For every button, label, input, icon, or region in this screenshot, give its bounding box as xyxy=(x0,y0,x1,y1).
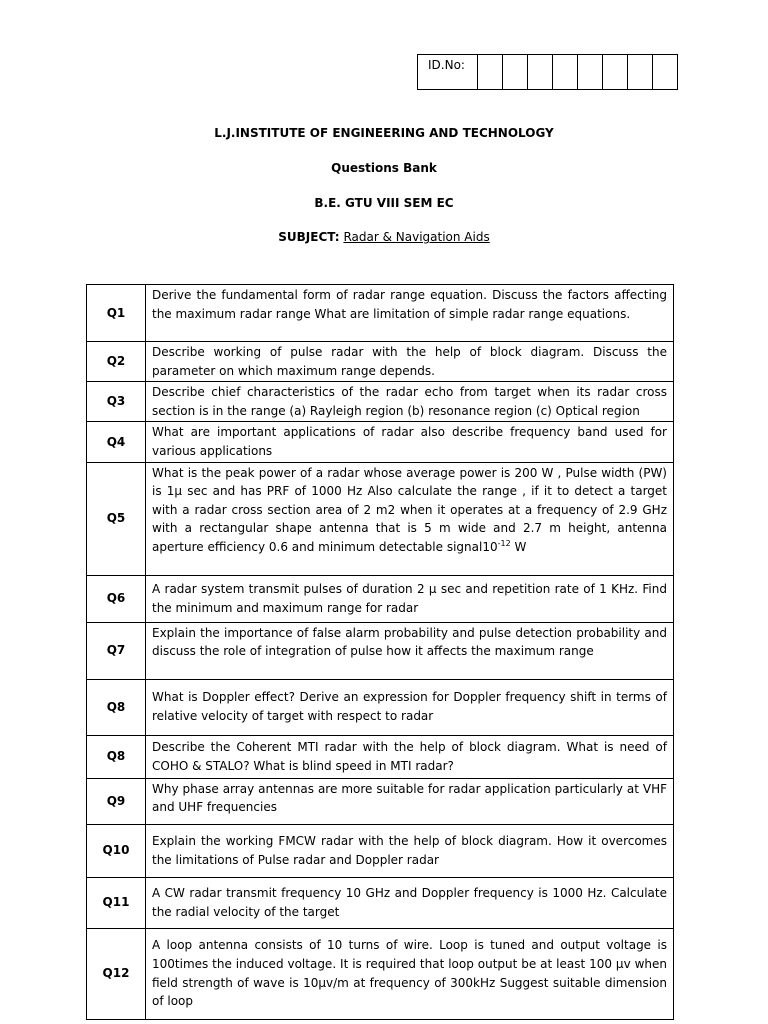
question-number: Q12 xyxy=(87,928,146,1019)
question-text: What is Doppler effect? Derive an expression for Doppler frequency shift in terms of relative velocity of target with respect to radar xyxy=(146,679,674,735)
question-number: Q1 xyxy=(87,285,146,342)
question-text: A radar system transmit pulses of duration 2 μ sec and repetition rate of 1 KHz. Find the minimum and maximum range for radar xyxy=(146,575,674,622)
question-row xyxy=(87,778,674,824)
question-number: Q5 xyxy=(87,462,146,575)
question-text: Explain the importance of false alarm probability and pulse detection probability and discuss the role of integration of pulse how it affects the maximum range xyxy=(146,622,674,679)
question-row xyxy=(87,342,674,382)
id-digit-cell xyxy=(653,55,678,90)
question-text: Describe chief characteristics of the radar echo from target when its radar cross section is in the range (a) Rayleigh region (b) resonance region (c) Optical region xyxy=(146,382,674,422)
question-text: Describe the Coherent MTI radar with the help of block diagram. What is need of COHO & STALO? What is blind speed in MTI radar? xyxy=(146,735,674,778)
question-row xyxy=(87,462,674,575)
question-number: Q7 xyxy=(87,622,146,679)
exponent: -12 xyxy=(497,538,511,548)
question-row xyxy=(87,735,674,778)
subject-value: Radar & Navigation Aids xyxy=(343,230,490,244)
question-table xyxy=(86,284,674,1020)
id-digit-cell xyxy=(503,55,528,90)
id-digit-cell xyxy=(578,55,603,90)
question-text: Derive the fundamental form of radar range equation. Discuss the factors affecting the maximum radar range What are limitation of simple radar range equations. xyxy=(146,285,674,342)
question-row xyxy=(87,285,674,342)
question-row xyxy=(87,622,674,679)
subject-line xyxy=(0,230,768,244)
question-text: Describe working of pulse radar with the help of block diagram. Discuss the parameter on which maximum range depends. xyxy=(146,342,674,382)
question-text: Explain the working FMCW radar with the help of block diagram. How it overcomes the limitations of Pulse radar and Doppler radar xyxy=(146,824,674,877)
question-row xyxy=(87,679,674,735)
question-number: Q6 xyxy=(87,575,146,622)
question-number: Q8 xyxy=(87,735,146,778)
question-row xyxy=(87,928,674,1019)
id-digit-cell xyxy=(528,55,553,90)
question-number: Q11 xyxy=(87,877,146,928)
question-row xyxy=(87,422,674,462)
id-number-label: ID.No: xyxy=(418,55,478,90)
question-text xyxy=(146,462,674,575)
question-number: Q8 xyxy=(87,679,146,735)
question-text-tail: W xyxy=(510,539,527,554)
question-row xyxy=(87,575,674,622)
question-row xyxy=(87,877,674,928)
id-digit-cell xyxy=(478,55,503,90)
question-number: Q9 xyxy=(87,778,146,824)
question-text-main: What is the peak power of a radar whose average power is 200 W , Pulse width (PW) is 1μ sec and has PRF of 1000 Hz Also calculate the range , if it to detect a target with a radar cross section area of 2 m2 when it operates at a frequency of 2.9 GHz with a rectangular shape antenna that is 5 m wide and 2.7 m height, antenna aperture efficiency 0.6 and minimum detectable signal10 xyxy=(152,465,667,554)
question-number: Q10 xyxy=(87,824,146,877)
question-row xyxy=(87,382,674,422)
id-number-row xyxy=(418,55,678,90)
id-digit-cell xyxy=(553,55,578,90)
document-title: Questions Bank xyxy=(331,161,437,175)
id-number-box xyxy=(417,54,678,90)
id-digit-cell xyxy=(628,55,653,90)
question-number: Q2 xyxy=(87,342,146,382)
question-row xyxy=(87,824,674,877)
question-text: Why phase array antennas are more suitable for radar application particularly at VHF and UHF frequencies xyxy=(146,778,674,824)
question-text: A CW radar transmit frequency 10 GHz and Doppler frequency is 1000 Hz. Calculate the radial velocity of the target xyxy=(146,877,674,928)
question-text: A loop antenna consists of 10 turns of wire. Loop is tuned and output voltage is 100times the induced voltage. It is required that loop output be at least 100 μv when field strength of wave is 10μv/m at frequency of 300kHz Suggest suitable dimension of loop xyxy=(146,928,674,1019)
question-number: Q3 xyxy=(87,382,146,422)
question-text: What are important applications of radar also describe frequency band used for various applications xyxy=(146,422,674,462)
course-title: B.E. GTU VIII SEM EC xyxy=(314,196,454,210)
question-number: Q4 xyxy=(87,422,146,462)
subject-label: SUBJECT: xyxy=(278,230,340,244)
id-digit-cell xyxy=(603,55,628,90)
institute-name: L.J.INSTITUTE OF ENGINEERING AND TECHNOLOGY xyxy=(214,126,554,140)
